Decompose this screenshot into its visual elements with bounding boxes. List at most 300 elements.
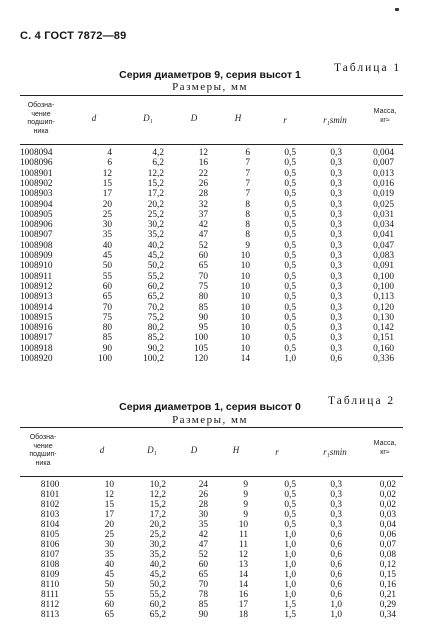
table2-header-dd: D <box>190 445 198 455</box>
table-row <box>0 149 426 158</box>
table1-cell-r: 0,5 <box>284 189 296 200</box>
table1-cell-d1: 12,2 <box>147 168 164 179</box>
table1-cell-h: 10 <box>240 261 250 272</box>
table2-cell-h: 9 <box>243 480 248 490</box>
table2-cell-h: 17 <box>238 600 248 610</box>
table1-label: Таблица 1 <box>334 62 402 74</box>
table-row <box>0 231 426 240</box>
table1-cell-r1smin: 0,3 <box>330 199 342 210</box>
table2-cell-designation: 8101 <box>40 490 60 500</box>
table1-cell-d1: 55,2 <box>147 271 164 282</box>
table1-cell-mass: 0,083 <box>373 251 394 261</box>
table2-header-mass: Масса, кг≈ <box>373 440 397 456</box>
table1-cell-r1smin: 0,3 <box>330 209 342 220</box>
table1-cell-r: 0,5 <box>284 292 296 303</box>
table1-cell-h: 10 <box>240 323 250 334</box>
table1-header-rule <box>20 144 403 145</box>
table1-cell-r1smin: 0,3 <box>330 312 342 323</box>
table2-cell-r: 1,0 <box>284 570 296 580</box>
table-row <box>0 324 426 333</box>
table1-header-h: H <box>234 113 242 123</box>
table2-cell-h: 14 <box>238 580 248 590</box>
table2-cell-r1smin: 0,6 <box>330 560 342 570</box>
table1-cell-mass: 0,336 <box>373 354 394 364</box>
table1-subtitle: Размеры, мм <box>172 81 248 93</box>
table1-cell-d1: 30,2 <box>147 220 164 231</box>
table1-header-dd: D <box>190 113 198 123</box>
table2-cell-designation: 8111 <box>41 590 59 600</box>
table1-cell-d1: 70,2 <box>147 302 164 313</box>
table2-cell-h: 18 <box>238 610 248 620</box>
table1-cell-designation: 1008917 <box>20 333 53 344</box>
table2-cell-d1: 15,2 <box>149 500 166 510</box>
table-row <box>0 180 426 189</box>
table2-cell-r1smin: 0,6 <box>330 570 342 580</box>
table1-cell-d: 80 <box>102 323 112 334</box>
table1-cell-mass: 0,004 <box>373 148 394 158</box>
table-row <box>0 252 426 261</box>
table2-cell-dd: 60 <box>198 560 208 570</box>
table1-cell-mass: 0,100 <box>373 271 394 282</box>
table1-cell-dd: 37 <box>198 209 208 220</box>
table1-cell-mass: 0,016 <box>373 178 394 189</box>
table2-cell-r1smin: 0,6 <box>330 530 342 540</box>
table1-header-r1smin: r₁smin <box>323 115 347 125</box>
table1-cell-designation: 1008913 <box>20 292 53 303</box>
table1-cell-h: 10 <box>240 343 250 354</box>
table2-cell-mass: 0,34 <box>379 610 396 620</box>
table1-cell-designation: 1008912 <box>20 281 53 292</box>
table1-cell-r: 0,5 <box>284 251 296 261</box>
table1-cell-dd: 26 <box>198 178 208 189</box>
table-row <box>0 283 426 292</box>
table2-cell-designation: 8103 <box>40 510 60 520</box>
table-row <box>0 571 426 580</box>
table2-cell-dd: 30 <box>198 510 208 520</box>
table1-cell-dd: 12 <box>198 148 208 158</box>
table1-cell-d: 15 <box>102 178 112 189</box>
table1-cell-r: 0,5 <box>284 281 296 292</box>
table1-cell-r: 0,5 <box>284 312 296 323</box>
table1-cell-d: 40 <box>102 240 112 251</box>
table1-cell-dd: 52 <box>198 240 208 251</box>
table2-header-h: H <box>232 445 240 455</box>
table1-cell-designation: 1008903 <box>20 189 53 200</box>
table2-cell-designation: 8108 <box>40 560 60 570</box>
table2-cell-dd: 47 <box>198 540 208 550</box>
table-row <box>0 531 426 540</box>
table2-cell-d1: 45,2 <box>149 570 166 580</box>
table1-cell-dd: 100 <box>194 333 208 344</box>
table2-cell-r1smin: 0,3 <box>330 520 342 530</box>
table2-cell-h: 13 <box>238 560 248 570</box>
table1-cell-designation: 1008907 <box>20 230 53 241</box>
table2-cell-d: 10 <box>104 480 114 490</box>
table-row <box>0 511 426 520</box>
table1-cell-designation: 1008906 <box>20 220 53 231</box>
table1-cell-d1: 45,2 <box>147 251 164 261</box>
table2-cell-h: 11 <box>239 540 248 550</box>
table2-cell-r1smin: 0,6 <box>330 540 342 550</box>
table1-cell-r1smin: 0,3 <box>330 158 342 169</box>
table2-cell-r1smin: 1,0 <box>330 600 342 610</box>
table1-cell-r: 0,5 <box>284 148 296 158</box>
table2-cell-dd: 26 <box>198 490 208 500</box>
table1-cell-r: 0,5 <box>284 168 296 179</box>
table1-cell-r1smin: 0,6 <box>330 354 342 364</box>
table1-cell-h: 10 <box>240 302 250 313</box>
table1-cell-mass: 0,160 <box>373 343 394 354</box>
table-row <box>0 314 426 323</box>
table2-cell-designation: 8100 <box>40 480 60 490</box>
table1-cell-designation: 1008911 <box>20 271 53 282</box>
table1-cell-d: 65 <box>102 292 112 303</box>
table1-cell-d: 55 <box>102 271 112 282</box>
table2-cell-d: 60 <box>104 600 114 610</box>
table1-cell-mass: 0,007 <box>373 158 394 169</box>
table1-cell-d1: 85,2 <box>147 333 164 344</box>
table2-cell-d: 45 <box>104 570 114 580</box>
table2-cell-r: 0,5 <box>284 490 296 500</box>
table1-cell-d: 17 <box>102 189 112 200</box>
table1-cell-dd: 105 <box>194 343 208 354</box>
table-row <box>0 293 426 302</box>
table2-cell-r1smin: 1,0 <box>330 610 342 620</box>
table2-cell-h: 10 <box>238 520 248 530</box>
table-row <box>0 611 426 620</box>
table2-cell-dd: 35 <box>198 520 208 530</box>
table2-cell-r: 1,0 <box>284 590 296 600</box>
table1-cell-d: 75 <box>102 312 112 323</box>
table1-cell-h: 8 <box>245 199 250 210</box>
table2-cell-mass: 0,15 <box>379 570 396 580</box>
table2-cell-dd: 28 <box>198 500 208 510</box>
table1-cell-h: 14 <box>240 354 250 364</box>
table1-cell-r: 0,5 <box>284 333 296 344</box>
table2-cell-mass: 0,12 <box>379 560 396 570</box>
table1-cell-r: 0,5 <box>284 199 296 210</box>
table-row <box>0 334 426 343</box>
table2-cell-d: 30 <box>104 540 114 550</box>
table2-cell-designation: 8110 <box>40 580 60 590</box>
table-row <box>0 521 426 530</box>
table-row <box>0 541 426 550</box>
table-row <box>0 551 426 560</box>
table2-header-designation: Обозна- чение подшип- ника <box>29 434 57 467</box>
table1-cell-r1smin: 0,3 <box>330 220 342 231</box>
table1-cell-mass: 0,120 <box>373 302 394 313</box>
table2-cell-d1: 65,2 <box>149 610 166 620</box>
table-row <box>0 345 426 354</box>
table1-cell-r1smin: 0,3 <box>330 178 342 189</box>
table1-cell-r: 0,5 <box>284 261 296 272</box>
table2-cell-r1smin: 0,3 <box>330 510 342 520</box>
table1-cell-d1: 35,2 <box>147 230 164 241</box>
table1-cell-designation: 1008916 <box>20 323 53 334</box>
table2-cell-d: 50 <box>104 580 114 590</box>
table1-top-rule <box>20 95 403 96</box>
table2-cell-mass: 0,16 <box>379 580 396 590</box>
table1-cell-designation: 1008914 <box>20 302 53 313</box>
table1-cell-d1: 20,2 <box>147 199 164 210</box>
table2-cell-r1smin: 0,6 <box>330 590 342 600</box>
table1-cell-h: 10 <box>240 292 250 303</box>
table1-cell-mass: 0,013 <box>373 168 394 179</box>
table2-cell-d: 15 <box>104 500 114 510</box>
table1-cell-designation: 1008910 <box>20 261 53 272</box>
table1-cell-d: 20 <box>102 199 112 210</box>
table2-cell-d1: 55,2 <box>149 590 166 600</box>
table1-cell-d1: 80,2 <box>147 323 164 334</box>
table2-caption: Серия диаметров 1, серия высот 0 <box>119 401 301 413</box>
table1-cell-r: 0,5 <box>284 209 296 220</box>
table2-cell-d1: 50,2 <box>149 580 166 590</box>
table1-cell-mass: 0,019 <box>373 189 394 200</box>
table1-cell-designation: 1008096 <box>20 158 53 169</box>
table2-cell-dd: 42 <box>198 530 208 540</box>
table2-cell-r: 0,5 <box>284 500 296 510</box>
table2-cell-h: 14 <box>238 570 248 580</box>
table-row <box>0 262 426 271</box>
table2-cell-designation: 8112 <box>40 600 60 610</box>
table1-cell-r: 0,5 <box>284 343 296 354</box>
table1-cell-r1smin: 0,3 <box>330 323 342 334</box>
table1-cell-h: 10 <box>240 312 250 323</box>
table1-cell-r: 0,5 <box>284 323 296 334</box>
table1-cell-d: 30 <box>102 220 112 231</box>
table1-cell-r: 0,5 <box>284 302 296 313</box>
table2-cell-r: 1,0 <box>284 550 296 560</box>
table2-cell-r1smin: 0,3 <box>330 480 342 490</box>
table1-cell-dd: 80 <box>198 292 208 303</box>
table1-cell-designation: 1008094 <box>20 148 53 158</box>
table2-cell-r: 1,5 <box>284 600 296 610</box>
table2-cell-dd: 90 <box>198 610 208 620</box>
table1-cell-mass: 0,025 <box>373 199 394 210</box>
table1-cell-dd: 120 <box>194 354 208 364</box>
table1-cell-r1smin: 0,3 <box>330 292 342 303</box>
table-row <box>0 355 426 364</box>
table1-cell-mass: 0,034 <box>373 220 394 231</box>
table1-cell-r1smin: 0,3 <box>330 333 342 344</box>
table2-cell-d1: 40,2 <box>149 560 166 570</box>
table-row <box>0 501 426 510</box>
table2-cell-designation: 8104 <box>40 520 60 530</box>
table2-cell-d: 40 <box>104 560 114 570</box>
table2-cell-d: 20 <box>104 520 114 530</box>
table1-cell-mass: 0,031 <box>373 209 394 220</box>
table1-cell-r: 0,5 <box>284 230 296 241</box>
table-row <box>0 190 426 199</box>
table2-cell-h: 12 <box>238 550 248 560</box>
table2-cell-r: 0,5 <box>284 480 296 490</box>
table2-header-r: r <box>275 447 279 457</box>
table2-cell-h: 9 <box>243 490 248 500</box>
table2-header-d1: D₁ <box>147 445 157 455</box>
table2-cell-designation: 8107 <box>40 550 60 560</box>
table1-cell-r1smin: 0,3 <box>330 343 342 354</box>
table1-cell-h: 10 <box>240 333 250 344</box>
table1-cell-d: 6 <box>107 158 112 169</box>
table1-cell-d: 25 <box>102 209 112 220</box>
table1-cell-d1: 75,2 <box>147 312 164 323</box>
table1-cell-h: 7 <box>245 168 250 179</box>
table1-cell-d1: 90,2 <box>147 343 164 354</box>
table1-cell-dd: 85 <box>198 302 208 313</box>
table2-cell-mass: 0,08 <box>379 550 396 560</box>
table1-cell-h: 7 <box>245 189 250 200</box>
table1-cell-dd: 16 <box>198 158 208 169</box>
table2-subtitle: Размеры, мм <box>172 414 248 426</box>
table2-cell-mass: 0,21 <box>379 590 396 600</box>
table2-cell-dd: 78 <box>198 590 208 600</box>
table2-cell-dd: 24 <box>198 480 208 490</box>
table1-cell-d: 100 <box>98 354 112 364</box>
table2-header-r1smin: r₁smin <box>323 447 347 457</box>
table2-cell-dd: 65 <box>198 570 208 580</box>
table1-cell-designation: 1008908 <box>20 240 53 251</box>
table2-header-d: d <box>99 445 105 455</box>
table1-cell-d: 50 <box>102 261 112 272</box>
table1-cell-r1smin: 0,3 <box>330 230 342 241</box>
table1-cell-h: 8 <box>245 209 250 220</box>
table2-cell-mass: 0,03 <box>379 510 396 520</box>
table2-cell-d: 55 <box>104 590 114 600</box>
table1-cell-h: 10 <box>240 251 250 261</box>
table1-cell-dd: 70 <box>198 271 208 282</box>
table1-cell-r1smin: 0,3 <box>330 168 342 179</box>
table-row <box>0 242 426 251</box>
table2-cell-r1smin: 0,6 <box>330 550 342 560</box>
table2-cell-d: 25 <box>104 530 114 540</box>
table1-cell-r: 1,0 <box>284 354 296 364</box>
table1-cell-h: 10 <box>240 281 250 292</box>
table1-cell-dd: 32 <box>198 199 208 210</box>
table1-cell-d: 4 <box>107 148 112 158</box>
table1-cell-r1smin: 0,3 <box>330 251 342 261</box>
table1-cell-designation: 1008920 <box>20 354 53 364</box>
table1-cell-r1smin: 0,3 <box>330 189 342 200</box>
table2-cell-r1smin: 0,3 <box>330 500 342 510</box>
table1-cell-dd: 22 <box>198 168 208 179</box>
table2-cell-mass: 0,02 <box>379 500 396 510</box>
table1-cell-dd: 75 <box>198 281 208 292</box>
table1-cell-r: 0,5 <box>284 240 296 251</box>
table1-header-mass: Масса, кг≈ <box>373 108 397 124</box>
table2-cell-designation: 8106 <box>40 540 60 550</box>
table1-cell-d: 12 <box>102 168 112 179</box>
table1-cell-mass: 0,091 <box>373 261 394 272</box>
table2-cell-designation: 8105 <box>40 530 60 540</box>
table2-cell-r1smin: 0,6 <box>330 580 342 590</box>
table1-cell-h: 8 <box>245 230 250 241</box>
table1-cell-designation: 1008918 <box>20 343 53 354</box>
table-row <box>0 491 426 500</box>
table-row <box>0 561 426 570</box>
table2-cell-h: 11 <box>239 530 248 540</box>
table1-cell-designation: 1008902 <box>20 178 53 189</box>
table1-cell-mass: 0,142 <box>373 323 394 334</box>
corner-mark <box>395 8 399 11</box>
table1-cell-mass: 0,100 <box>373 281 394 292</box>
table1-header-r: r <box>283 115 287 125</box>
table1-cell-r1smin: 0,3 <box>330 281 342 292</box>
table-row <box>0 601 426 610</box>
table1-cell-r: 0,5 <box>284 158 296 169</box>
table2-cell-r: 1,0 <box>284 580 296 590</box>
table1-cell-dd: 90 <box>198 312 208 323</box>
table2-cell-mass: 0,29 <box>379 600 396 610</box>
table2-cell-dd: 85 <box>198 600 208 610</box>
table2-cell-dd: 52 <box>198 550 208 560</box>
table1-cell-d1: 50,2 <box>147 261 164 272</box>
table2-cell-designation: 8102 <box>40 500 60 510</box>
table-row <box>0 591 426 600</box>
table1-cell-dd: 47 <box>198 230 208 241</box>
table2-cell-d1: 30,2 <box>149 540 166 550</box>
table2-header-rule <box>20 476 403 477</box>
table2-cell-h: 9 <box>243 500 248 510</box>
table2-cell-d1: 20,2 <box>149 520 166 530</box>
table1-cell-mass: 0,041 <box>373 230 394 241</box>
table2-cell-d: 65 <box>104 610 114 620</box>
table1-cell-d: 60 <box>102 281 112 292</box>
table1-cell-d: 35 <box>102 230 112 241</box>
table2-cell-h: 9 <box>243 510 248 520</box>
table1-header-d: d <box>91 113 97 123</box>
table-row <box>0 159 426 168</box>
table1-cell-d1: 40,2 <box>147 240 164 251</box>
table1-cell-designation: 1008915 <box>20 312 53 323</box>
table1-cell-r1smin: 0,3 <box>330 240 342 251</box>
table1-cell-mass: 0,151 <box>373 333 394 344</box>
table2-cell-designation: 8109 <box>40 570 60 580</box>
table2-cell-d: 12 <box>104 490 114 500</box>
table2-cell-d1: 17,2 <box>149 510 166 520</box>
table2-cell-d: 17 <box>104 510 114 520</box>
table1-cell-d1: 6,2 <box>152 158 164 169</box>
table2-cell-r: 0,5 <box>284 520 296 530</box>
table1-cell-r1smin: 0,3 <box>330 271 342 282</box>
table-row <box>0 273 426 282</box>
table2-cell-d1: 12,2 <box>149 490 166 500</box>
table1-cell-dd: 60 <box>198 251 208 261</box>
table2-cell-r: 1,0 <box>284 530 296 540</box>
table-row <box>0 481 426 490</box>
table1-cell-r1smin: 0,3 <box>330 261 342 272</box>
table1-cell-d1: 60,2 <box>147 281 164 292</box>
table1-cell-d: 45 <box>102 251 112 261</box>
table1-cell-r: 0,5 <box>284 271 296 282</box>
table1-cell-d1: 100,2 <box>143 354 164 364</box>
table1-cell-h: 10 <box>240 271 250 282</box>
table2-cell-dd: 70 <box>198 580 208 590</box>
table1-cell-d1: 25,2 <box>147 209 164 220</box>
table2-cell-mass: 0,02 <box>379 490 396 500</box>
table2-cell-r: 0,5 <box>284 510 296 520</box>
table1-cell-h: 7 <box>245 158 250 169</box>
table2-cell-mass: 0,04 <box>379 520 396 530</box>
table-row <box>0 581 426 590</box>
table2-cell-d1: 10,2 <box>149 480 166 490</box>
table2-label: Таблица 2 <box>328 395 396 407</box>
table1-cell-dd: 42 <box>198 220 208 231</box>
table1-cell-d1: 4,2 <box>152 148 164 158</box>
table2-cell-r: 1,0 <box>284 540 296 550</box>
table1-caption: Серия диаметров 9, серия высот 1 <box>119 69 301 81</box>
table2-top-rule <box>20 427 403 428</box>
table1-cell-d: 85 <box>102 333 112 344</box>
